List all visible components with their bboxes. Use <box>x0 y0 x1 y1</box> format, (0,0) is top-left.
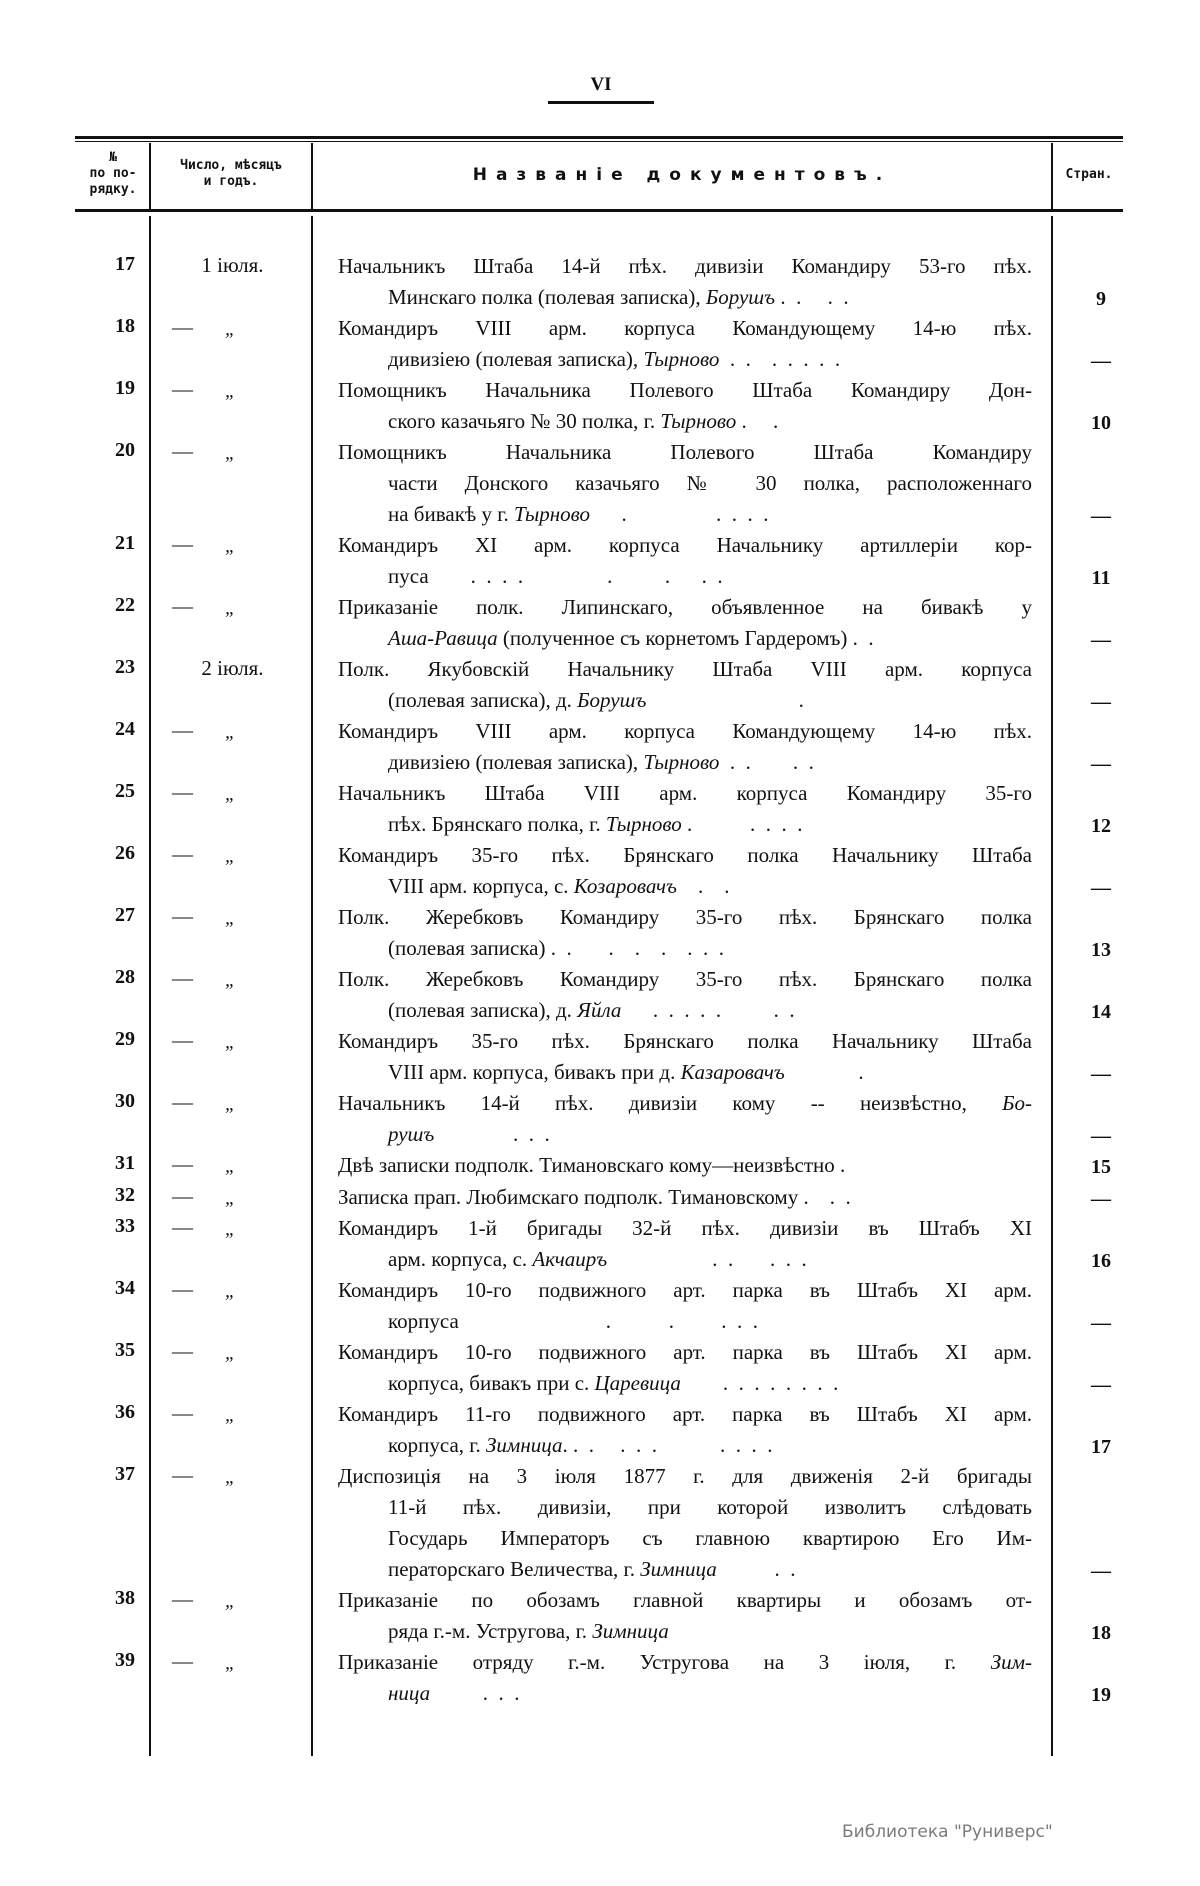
ditto-mark: „ <box>225 722 236 743</box>
ditto-mark: „ <box>225 1219 236 1240</box>
document-title <box>338 964 1032 1026</box>
header-number-line: № <box>109 150 117 165</box>
row-number: 27 <box>115 904 135 926</box>
page-reference: — <box>1091 505 1111 527</box>
title-text: Полк. Жеребковъ Командиру 35-го пѣх. Брянскаго полка <box>338 905 1032 929</box>
row-number: 31 <box>115 1152 135 1174</box>
title-line <box>338 561 1032 592</box>
document-title <box>338 1647 1032 1709</box>
ditto-mark: „ <box>225 381 236 402</box>
header-number-line: рядку. <box>89 182 137 197</box>
title-text: арм. корпуса, с. <box>388 1247 533 1271</box>
row-number: 25 <box>115 780 135 802</box>
document-title <box>338 437 1032 530</box>
ditto-mark: „ <box>225 970 236 991</box>
title-text: 11-й пѣх. дивизіи, при которой изволитъ слѣдовать <box>388 1495 1032 1519</box>
page-number-rule <box>548 101 654 104</box>
date-text: 1 іюля. <box>201 253 264 277</box>
document-title <box>338 313 1032 375</box>
place-name: Борушъ <box>577 688 647 712</box>
title-line <box>338 406 1032 437</box>
title-text: . . <box>676 874 730 898</box>
page-reference: — <box>1091 1374 1111 1396</box>
column-divider <box>1051 216 1053 1756</box>
ditto-mark: „ <box>225 443 236 464</box>
ditto-dash: — <box>172 1339 193 1363</box>
header-date-line: Число, мѣсяцъ <box>180 158 282 173</box>
page-reference: — <box>1091 1312 1111 1334</box>
title-text: части Донского казачьяго № 30 полка, расположеннаго <box>388 471 1032 495</box>
row-number: 17 <box>115 253 135 275</box>
ditto-dash: — <box>172 1649 193 1673</box>
header-title: Названіе документовъ. <box>472 165 892 185</box>
document-title <box>338 902 1032 964</box>
page-roman-number: VI <box>590 74 612 95</box>
title-text: ператорскаго Величества, г. <box>388 1557 641 1581</box>
ditto-mark: „ <box>225 846 236 867</box>
title-text: . . . . . . . . <box>428 564 723 588</box>
title-line <box>338 871 1032 902</box>
document-title <box>338 1585 1032 1647</box>
row-number: 22 <box>115 594 135 616</box>
title-text: пѣх. Брянскаго полка, г. <box>388 812 606 836</box>
place-name: Бо- <box>1002 1091 1032 1115</box>
ditto-dash: — <box>172 1090 193 1114</box>
document-title <box>338 375 1032 437</box>
header-date-line: и годъ. <box>203 174 259 189</box>
ditto-dash: — <box>172 377 193 401</box>
document-title <box>338 1182 1032 1213</box>
ditto-dash: — <box>172 1028 193 1052</box>
title-line <box>338 1399 1032 1430</box>
table-top-rule <box>75 136 1123 139</box>
row-number: 18 <box>115 315 135 337</box>
ditto-dash: — <box>172 1184 193 1208</box>
title-text: . . . . . <box>681 812 803 836</box>
library-watermark: Библиотека "Руниверс" <box>842 1822 1053 1842</box>
title-text: Командиръ XI арм. корпуса Начальнику артиллеріи кор- <box>338 533 1032 557</box>
ditto-mark: „ <box>225 1094 236 1115</box>
row-number: 30 <box>115 1090 135 1112</box>
title-text: . . <box>716 1557 796 1581</box>
title-text: . . . . <box>775 285 849 309</box>
document-title <box>338 1213 1032 1275</box>
ditto-dash: — <box>172 1401 193 1425</box>
document-title <box>338 1461 1032 1585</box>
title-line <box>338 1119 1032 1150</box>
place-name: Зимница <box>486 1433 563 1457</box>
title-line <box>338 933 1032 964</box>
title-line <box>338 1213 1032 1244</box>
document-title <box>338 716 1032 778</box>
title-line <box>338 1647 1032 1678</box>
ditto-mark: „ <box>225 1032 236 1053</box>
page-reference: 16 <box>1091 1250 1111 1272</box>
page-reference: 9 <box>1096 288 1106 310</box>
title-line <box>338 1150 1032 1181</box>
title-text: . . . <box>434 1122 550 1146</box>
title-text: Государь Императоръ съ главною квартирою Его Им- <box>388 1526 1032 1550</box>
ditto-dash: — <box>172 1587 193 1611</box>
title-line <box>338 1461 1032 1492</box>
title-text: Приказаніе по обозамъ главной квартиры и обозамъ от- <box>338 1588 1032 1612</box>
ditto-mark: „ <box>225 1591 236 1612</box>
title-text: Командиръ 11-го подвижного арт. парка въ Штабъ XI арм. <box>338 1402 1032 1426</box>
title-text: . . . . . . . <box>621 998 795 1022</box>
document-title <box>338 592 1032 654</box>
page-reference: — <box>1091 691 1111 713</box>
title-line <box>338 1585 1032 1616</box>
page-reference: — <box>1091 753 1111 775</box>
row-number: 34 <box>115 1277 135 1299</box>
title-line <box>338 1554 1032 1585</box>
title-line <box>338 778 1032 809</box>
title-line <box>338 964 1032 995</box>
title-text: корпуса, г. <box>388 1433 487 1457</box>
title-line <box>338 809 1032 840</box>
title-text: . . . . . . . . . . <box>562 1433 773 1457</box>
ditto-dash: — <box>172 594 193 618</box>
ditto-mark: „ <box>225 536 236 557</box>
document-title <box>338 1337 1032 1399</box>
ditto-dash: — <box>172 780 193 804</box>
title-line <box>338 530 1032 561</box>
place-name: Тырново <box>643 347 720 371</box>
table-top-rule-thin <box>75 141 1123 142</box>
place-name: Зимница <box>592 1619 669 1643</box>
document-title <box>338 840 1032 902</box>
title-text: . . . . . <box>589 502 769 526</box>
row-number: 32 <box>115 1184 135 1206</box>
title-line <box>338 282 1032 313</box>
title-text: (полученное съ корнетомъ Гардеромъ) . . <box>497 626 874 650</box>
place-name: Козаровачъ <box>573 874 677 898</box>
title-line <box>338 1678 1032 1709</box>
title-line <box>338 1244 1032 1275</box>
row-number: 28 <box>115 966 135 988</box>
place-name: Борушъ <box>705 285 776 309</box>
document-title <box>338 1088 1032 1150</box>
title-line <box>338 1492 1032 1523</box>
ditto-mark: „ <box>225 598 236 619</box>
title-text: дивизіею (полевая записка), <box>388 347 644 371</box>
page-reference: 12 <box>1091 815 1111 837</box>
document-title <box>338 1275 1032 1337</box>
document-title <box>338 778 1032 840</box>
ditto-mark: „ <box>225 1188 236 1209</box>
header-page: Стран. <box>1065 167 1113 182</box>
title-line <box>338 1523 1032 1554</box>
title-line <box>338 1088 1032 1119</box>
title-text: Приказаніе полк. Липинскаго, объявленное на бивакѣ у <box>338 595 1032 619</box>
page-reference: — <box>1091 1063 1111 1085</box>
title-line <box>338 623 1032 654</box>
page-reference: — <box>1091 350 1111 372</box>
title-text: (полевая записка), д. <box>388 688 578 712</box>
title-line <box>338 499 1032 530</box>
page-reference: 10 <box>1091 412 1111 434</box>
ditto-dash: — <box>172 1152 193 1176</box>
title-text: . . . . . <box>458 1309 759 1333</box>
page-reference: 11 <box>1091 567 1111 589</box>
place-name: рушъ <box>388 1122 435 1146</box>
title-text: . . . . . . . <box>719 347 841 371</box>
title-line <box>338 1275 1032 1306</box>
title-line <box>338 685 1032 716</box>
page-reference: — <box>1091 1188 1111 1210</box>
ditto-mark: „ <box>225 784 236 805</box>
page-reference: 17 <box>1091 1436 1111 1458</box>
title-line <box>338 251 1032 282</box>
title-line <box>338 1306 1032 1337</box>
row-number: 26 <box>115 842 135 864</box>
row-number: 21 <box>115 532 135 554</box>
page-reference: 15 <box>1091 1156 1111 1178</box>
date-text: 2 іюля. <box>201 656 264 680</box>
document-title <box>338 1150 1032 1181</box>
title-line <box>338 1182 1032 1213</box>
title-text: Записка прап. Любимскаго подполк. Тимановскому . . . <box>338 1185 851 1209</box>
place-name: Тырново <box>514 502 590 526</box>
title-text: ряда г.-м. Устругова, г. <box>388 1619 593 1643</box>
title-line <box>338 902 1032 933</box>
ditto-mark: „ <box>225 1156 236 1177</box>
page-reference: — <box>1091 629 1111 651</box>
column-divider <box>149 216 151 1756</box>
column-divider <box>1051 143 1053 210</box>
row-number: 37 <box>115 1463 135 1485</box>
place-name: Зимница <box>640 1557 717 1581</box>
ditto-mark: „ <box>225 1343 236 1364</box>
title-text: Командиръ VIII арм. корпуса Командующему 14-ю пѣх. <box>338 719 1032 743</box>
column-divider <box>311 143 313 210</box>
place-name: Тырново <box>643 750 720 774</box>
title-text: Помощникъ Начальника Полевого Штаба Командиру Дон- <box>338 378 1032 402</box>
title-text: на бивакѣ у г. <box>388 502 515 526</box>
title-line <box>338 747 1032 778</box>
row-number: 19 <box>115 377 135 399</box>
document-title <box>338 654 1032 716</box>
place-name: Зим- <box>990 1650 1032 1674</box>
ditto-dash: — <box>172 532 193 556</box>
ditto-dash: — <box>172 904 193 928</box>
row-number: 29 <box>115 1028 135 1050</box>
row-number: 24 <box>115 718 135 740</box>
title-text: VIII арм. корпуса, с. <box>388 874 574 898</box>
place-name: Царевица <box>594 1371 681 1395</box>
row-number: 36 <box>115 1401 135 1423</box>
title-text: Двѣ записки подполк. Тимановскаго кому—неизвѣстно . <box>338 1153 846 1177</box>
place-name: Казаровачъ <box>680 1060 785 1084</box>
column-divider <box>149 143 151 210</box>
row-number: 35 <box>115 1339 135 1361</box>
title-text: . . . . . <box>607 1247 807 1271</box>
title-line <box>338 1337 1032 1368</box>
title-text: Командиръ 10-го подвижного арт. парка въ Штабъ XI арм. <box>338 1278 1032 1302</box>
title-text: . <box>646 688 804 712</box>
title-line <box>338 344 1032 375</box>
ditto-dash: — <box>172 966 193 990</box>
title-text: Помощникъ Начальника Полевого Штаба Командиру <box>338 440 1032 464</box>
title-line <box>338 468 1032 499</box>
title-line <box>338 654 1032 685</box>
title-text: Командиръ 1-й бригады 32-й пѣх. дивизіи въ Штабъ XI <box>338 1216 1032 1240</box>
ditto-dash: — <box>172 439 193 463</box>
ditto-mark: „ <box>225 908 236 929</box>
place-name: Тырново <box>605 812 682 836</box>
place-name: Аша-Равица <box>388 626 498 650</box>
ditto-mark: „ <box>225 1405 236 1426</box>
header-date <box>152 158 310 190</box>
page-reference: 18 <box>1091 1622 1111 1644</box>
table-header-rule <box>75 209 1123 212</box>
title-line <box>338 840 1032 871</box>
title-text: (полевая записка), д. <box>388 998 578 1022</box>
ditto-dash: — <box>172 718 193 742</box>
title-line <box>338 995 1032 1026</box>
ditto-mark: „ <box>225 1467 236 1488</box>
title-line <box>338 1057 1032 1088</box>
header-number-line: по по- <box>89 166 137 181</box>
title-line <box>338 375 1032 406</box>
page-reference: 19 <box>1091 1684 1111 1706</box>
ditto-mark: „ <box>225 319 236 340</box>
title-text: Командиръ VIII арм. корпуса Командующему 14-ю пѣх. <box>338 316 1032 340</box>
row-number: 23 <box>115 656 135 678</box>
title-line <box>338 313 1032 344</box>
title-text: Начальникъ Штаба 14-й пѣх. дивизіи Командиру 53-го пѣх. <box>338 254 1032 278</box>
title-line <box>338 592 1032 623</box>
title-line <box>338 1430 1032 1461</box>
title-text: . . . . <box>719 750 814 774</box>
document-title <box>338 530 1032 592</box>
title-text: . . . <box>430 1681 520 1705</box>
page-reference: 14 <box>1091 1001 1111 1023</box>
title-text: Полк. Якубовскій Начальнику Штаба VIII арм. корпуса <box>338 657 1032 681</box>
title-text: . . <box>736 409 779 433</box>
page-reference: — <box>1091 877 1111 899</box>
place-name: Акчаиръ <box>532 1247 608 1271</box>
place-name: ница <box>388 1681 431 1705</box>
title-line <box>338 1026 1032 1057</box>
place-name: Тырново <box>660 409 737 433</box>
column-divider <box>311 216 313 1756</box>
title-text: корпуса, бивакъ при с. <box>388 1371 595 1395</box>
title-line <box>338 716 1032 747</box>
page-reference: 13 <box>1091 939 1111 961</box>
page-reference: — <box>1091 1125 1111 1147</box>
document-title <box>338 1399 1032 1461</box>
ditto-dash: — <box>172 1277 193 1301</box>
title-text: . . . . . . <box>571 936 724 960</box>
title-text: Начальникъ Штаба VIII арм. корпуса Командиру 35-го <box>338 781 1032 805</box>
ditto-dash: — <box>172 1215 193 1239</box>
place-name: Яйла <box>577 998 622 1022</box>
page-reference: — <box>1091 1560 1111 1582</box>
title-line <box>338 1616 1032 1647</box>
title-text: Приказаніе отряду г.-м. Устругова на 3 іюля, г. <box>338 1650 991 1674</box>
title-text: Минскаго полка (полевая записка), <box>388 285 706 309</box>
row-number: 38 <box>115 1587 135 1609</box>
title-text: Командиръ 35-го пѣх. Брянскаго полка Начальнику Штаба <box>338 843 1032 867</box>
title-text: . <box>784 1060 864 1084</box>
title-line <box>338 1368 1032 1399</box>
title-text: дивизіею (полевая записка), <box>388 750 644 774</box>
ditto-dash: — <box>172 842 193 866</box>
row-number: 39 <box>115 1649 135 1671</box>
ditto-mark: „ <box>225 1281 236 1302</box>
title-text: (полевая записка) . . <box>388 936 572 960</box>
header-number <box>78 150 148 198</box>
ditto-dash: — <box>172 315 193 339</box>
title-text: Начальникъ 14-й пѣх. дивизіи кому -- неизвѣстно, <box>338 1091 1003 1115</box>
title-text: ского казачьяго № 30 полка, г. <box>388 409 661 433</box>
title-text: Полк. Жеребковъ Командиру 35-го пѣх. Брянскаго полка <box>338 967 1032 991</box>
title-text: Диспозиція на 3 іюля 1877 г. для движенія 2-й бригады <box>338 1464 1032 1488</box>
row-number: 20 <box>115 439 135 461</box>
document-title <box>338 251 1032 313</box>
title-text: корпуса <box>388 1309 459 1333</box>
ditto-dash: — <box>172 1463 193 1487</box>
document-title <box>338 1026 1032 1088</box>
ditto-mark: „ <box>225 1653 236 1674</box>
title-line <box>338 437 1032 468</box>
row-number: 33 <box>115 1215 135 1237</box>
title-text: Командиръ 35-го пѣх. Брянскаго полка Начальнику Штаба <box>338 1029 1032 1053</box>
title-text: . . . . . . . . <box>680 1371 839 1395</box>
title-text: Командиръ 10-го подвижного арт. парка въ Штабъ XI арм. <box>338 1340 1032 1364</box>
title-text: VIII арм. корпуса, бивакъ при д. <box>388 1060 681 1084</box>
title-text: пуса <box>388 564 429 588</box>
